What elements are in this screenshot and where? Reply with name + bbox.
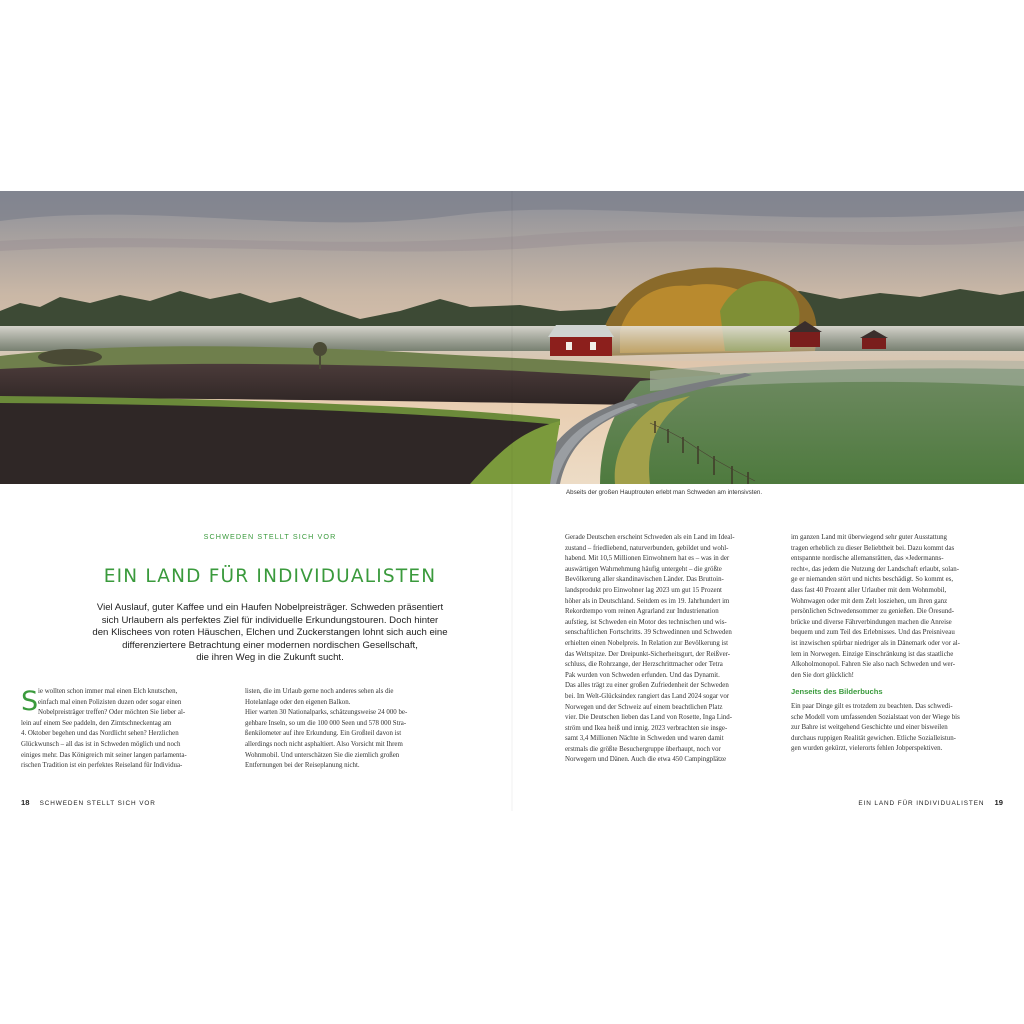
body-line: aufstieg, ist Schweden ein Motor des technischen und wis- xyxy=(565,618,727,626)
body-line: Hier warten 30 Nationalparks, schätzungsweise 24 000 be- xyxy=(245,709,408,717)
body-line: ström und Ikea heiß und innig. 2023 verbrachten sie insge- xyxy=(565,724,728,732)
body-line: das Weltspitze. Der Dreipunkt-Sicherheitsgurt, der Reißver- xyxy=(565,650,731,658)
body-line: 4. Oktober begehen und das Nordlicht sehen? Herzlichen xyxy=(21,730,179,738)
body-line: erstmals die größte Besuchergruppe überhaupt, noch vor xyxy=(565,745,721,753)
body-line: Bevölkerung aller skandinavischen Länder. Das Bruttoin- xyxy=(565,576,724,584)
body-line: bei. Im Welt-Glücksindex rangiert das Land 2024 sogar vor xyxy=(565,692,730,700)
body-line: Alkoholmonopol. Fahren Sie also nach Schweden und wer- xyxy=(791,661,956,669)
page-gutter xyxy=(511,191,513,811)
body-line: einfach mal einen Polizisten duzen oder sogar einen xyxy=(38,698,182,706)
body-line: zur Bahre ist weitgehend Geschichte und einer bisweilen xyxy=(791,724,948,732)
lead-line: die ihren Weg in die Zukunft sucht. xyxy=(196,652,344,664)
body-line: ie wollten schon immer mal einen Elch knutschen, xyxy=(38,688,178,695)
photo-caption: Abseits der großen Hauptrouten erlebt man Schweden am intensivsten. xyxy=(566,489,763,496)
body-column-2 xyxy=(245,687,445,772)
body-line: gehbare Inseln, so um die 100 000 Seen und 578 000 Stra- xyxy=(245,719,407,727)
section-subheading: Jenseits des Bilderbuchs xyxy=(791,687,883,697)
body-line: brücke und diverse Fährverbindungen machen die Anreise xyxy=(791,618,952,626)
body-line: habend. Mit 10,5 Millionen Einwohnern hat es – was in der xyxy=(565,555,730,563)
lead-line: sich Urlaubern als perfektes Ziel für individuelle Erkundungstouren. Doch hinter xyxy=(101,614,439,626)
body-line: Rekordtempo vom reinen Agrarland zur Industrienation xyxy=(565,608,719,616)
body-line: allerdings noch nicht asphaltiert. Also Vorsicht mit Ihrem xyxy=(245,740,403,748)
body-line: Nobelpreisträger treffen? Oder möchten Sie lieber al- xyxy=(38,709,186,717)
body-line: ßenkilometer auf ihre Erkundung. Ein Großteil davon ist xyxy=(245,730,402,738)
body-line: sche Modell vom umfassenden Sozialstaat von der Wiege bis xyxy=(791,713,960,721)
body-line: dass fast 40 Prozent aller Urlauber mit dem Wohnmobil, xyxy=(791,586,947,594)
body-line: ist inzwischen spürbar niedriger als in Dänemark oder vor al- xyxy=(791,639,960,647)
article-headline: EIN LAND FÜR INDIVIDUALISTEN xyxy=(103,566,437,587)
body-line: Hotelanlage oder den eigenen Balkon. xyxy=(245,698,351,706)
body-line: Gerade Deutschen erscheint Schweden als ein Land im Ideal- xyxy=(565,534,735,541)
body-line: Ein paar Dinge gilt es trotzdem zu beachten. Das schwedi- xyxy=(791,702,953,710)
body-line: Norwegen und der Schweiz auf einem beachtlichen Platz xyxy=(565,703,723,711)
body-line: erhielten einen Nobelpreis. In Relation zur Bevölkerung ist xyxy=(565,639,729,647)
body-line: lein auf einem See paddeln, den Zimtschneckentag am xyxy=(21,719,172,727)
body-line: tragen erheblich zu dieser Beliebtheit bei. Dazu kommt das xyxy=(791,544,955,552)
lead-line: den Klischees von roten Häuschen, Elchen und Zuckerstangen lohnt sich auch eine xyxy=(92,627,448,639)
drop-cap: S xyxy=(21,686,39,717)
body-line: Entfernungen bei der Reiseplanung nicht. xyxy=(245,762,360,770)
body-line: den Sie dort glücklich! xyxy=(791,671,854,679)
body-line: im ganzen Land mit überwiegend sehr guter Ausstattung xyxy=(791,534,947,541)
body-line: landsprodukt pro Einwohner lag 2023 um gut 15 Prozent xyxy=(565,586,722,594)
red-barn xyxy=(548,325,614,356)
body-line: vier. Die Deutschen lieben das Land von Rosette, Inga Lind- xyxy=(565,714,733,722)
section-kicker: SCHWEDEN STELLT SICH VOR xyxy=(203,532,337,541)
body-line: ge er niemanden stört und nichts beschädigt. So kommt es, xyxy=(791,576,954,584)
folio-left xyxy=(21,798,156,807)
body-line: lem in Norwegen. Einzige Einschränkung ist das staatliche xyxy=(791,650,954,658)
body-line: entspannte nordische allemansrätten, das »Jedermanns- xyxy=(791,555,944,563)
page-number: 19 xyxy=(994,798,1003,807)
page-number: 18 xyxy=(21,798,30,807)
body-line: einiges mehr. Das Königreich mit seiner langen parlamenta- xyxy=(21,751,187,759)
body-line: durchaus ruppigen Realität gewichen. Etliche Sozialleistun- xyxy=(791,734,956,742)
body-line: höher als in Deutschland. Seitdem es im 19. Jahrhundert im xyxy=(565,597,730,605)
lead-line: Viel Auslauf, guter Kaffee und ein Haufen Nobelpreisträger. Schweden präsentiert xyxy=(96,602,444,613)
body-column-4 xyxy=(791,533,1001,755)
body-line: recht«, das jedem die Nutzung der Landschaft erlaubt, solan- xyxy=(791,565,959,573)
body-line: zustand – friedliebend, naturverbunden, gebildet und wohl- xyxy=(565,544,729,552)
body-line: Wohnwagen oder mit dem Zelt losziehen, um ihren ganz xyxy=(791,597,948,605)
body-column-1 xyxy=(21,687,229,772)
body-column-3 xyxy=(565,533,775,766)
body-line: listen, die im Urlaub gerne noch anderes sehen als die xyxy=(245,688,394,695)
running-head: EIN LAND FÜR INDIVIDUALISTEN xyxy=(858,800,985,807)
body-line: Pak wurden von Schweden erfunden. Und das Dynamit. xyxy=(565,671,720,679)
lead-line: differenziertere Betrachtung einer modernen nordischen Gesellschaft, xyxy=(122,639,418,651)
body-line: Das alles trägt zu einer großen Zufriedenheit der Schweden xyxy=(565,682,729,690)
article-lead xyxy=(28,602,512,665)
body-line: persönlichen Schwedensommer zu genießen. Die Öresund- xyxy=(791,608,955,616)
body-line: Wohnmobil. Und unterschätzen Sie die ziemlich großen xyxy=(245,751,400,759)
body-line: Glückwunsch – all das ist in Schweden möglich und noch xyxy=(21,740,181,748)
body-line: samt 3,4 Millionen Nächte in Schweden und waren damit xyxy=(565,735,724,743)
running-head: SCHWEDEN STELLT SICH VOR xyxy=(39,800,156,807)
body-line: Norwegern und Dänen. Auch die etwa 450 Campingplätze xyxy=(565,756,727,764)
body-line: schluss, die Rohrzange, der Herzschrittmacher oder Tetra xyxy=(565,661,723,669)
body-line: senschaftlichen Fortschritts. 39 Schwedinnen und Schweden xyxy=(565,629,732,637)
body-line: bequem und zum Teil des Erlebnisses. Und das Preisniveau xyxy=(791,629,955,637)
folio-right xyxy=(858,798,1003,807)
body-line: rischen Tradition ist ein perfektes Reiseland für Individua- xyxy=(21,762,183,770)
body-line: gen wurden gekürzt, vielerorts fehlen Jobperspektiven. xyxy=(791,745,943,753)
body-line: auswärtigen Wahrnehmung häufig untergeht – die größte xyxy=(565,565,722,573)
